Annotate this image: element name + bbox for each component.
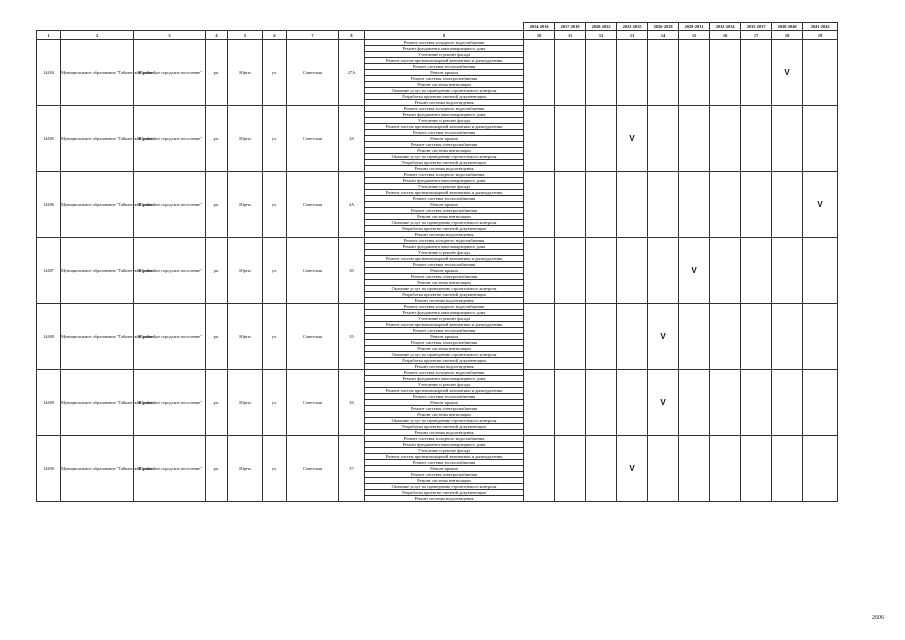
work-item: Ремонт системы водоотведения bbox=[365, 496, 524, 502]
locality-type: рп. bbox=[206, 304, 228, 370]
period-cell bbox=[679, 238, 710, 304]
column-number: 4 bbox=[206, 31, 228, 40]
municipal-formation: Муниципальное образование "Тайшетский район" bbox=[61, 172, 134, 238]
table-row bbox=[37, 370, 838, 376]
work-item: Разработка проектно-сметной документации bbox=[365, 292, 524, 298]
document-sheet bbox=[36, 22, 837, 502]
period-cell bbox=[648, 370, 679, 436]
street-type: ул. bbox=[263, 238, 287, 304]
year-header: 2035-2037 bbox=[741, 23, 772, 31]
settlement: "Юртинское городское поселение" bbox=[134, 172, 206, 238]
period-cell bbox=[617, 304, 648, 370]
locality: Юрты bbox=[228, 40, 263, 106]
column-number-row bbox=[37, 31, 838, 40]
locality: Юрты bbox=[228, 238, 263, 304]
period-cell bbox=[555, 304, 586, 370]
work-item: Ремонт системы вентиляции bbox=[365, 148, 524, 154]
locality: Юрты bbox=[228, 436, 263, 502]
period-cell bbox=[617, 172, 648, 238]
period-cell bbox=[741, 304, 772, 370]
work-item: Разработка проектно-сметной документации bbox=[365, 226, 524, 232]
work-item: Ремонт фундамента многоквартирного дома bbox=[365, 46, 524, 52]
period-cell bbox=[586, 238, 617, 304]
work-item: Ремонт системы водоотведения bbox=[365, 298, 524, 304]
period-cell bbox=[803, 40, 838, 106]
work-item: Ремонт системы электроснабжения bbox=[365, 142, 524, 148]
work-item: Ремонт систем противопожарной автоматики и дымоудаления bbox=[365, 124, 524, 130]
settlement: "Юртинское городское поселение" bbox=[134, 370, 206, 436]
work-item: Ремонт системы вентиляции bbox=[365, 280, 524, 286]
period-cell bbox=[710, 436, 741, 502]
period-cell bbox=[648, 40, 679, 106]
year-header: 2029-2031 bbox=[679, 23, 710, 31]
work-item: Ремонт системы теплоснабжения bbox=[365, 394, 524, 400]
period-cell bbox=[586, 106, 617, 172]
house-number: 30 bbox=[339, 238, 365, 304]
work-item: Ремонт фундамента многоквартирного дома bbox=[365, 442, 524, 448]
settlement: "Юртинское городское поселение" bbox=[134, 436, 206, 502]
street: Советская bbox=[287, 436, 339, 502]
period-cell bbox=[741, 238, 772, 304]
column-number: 1 bbox=[37, 31, 61, 40]
locality-type: рп. bbox=[206, 436, 228, 502]
period-cell bbox=[555, 370, 586, 436]
period-cell bbox=[648, 238, 679, 304]
period-cell bbox=[741, 40, 772, 106]
year-header: 2041-2043 bbox=[803, 23, 838, 31]
scheduled-mark: V bbox=[691, 265, 697, 275]
period-cell bbox=[524, 304, 555, 370]
work-item: Оказание услуг по проведению строительного контроля bbox=[365, 352, 524, 358]
period-cell bbox=[741, 436, 772, 502]
work-item: Ремонт системы вентиляции bbox=[365, 478, 524, 484]
house-number: 37 bbox=[339, 436, 365, 502]
period-cell bbox=[679, 304, 710, 370]
scheduled-mark: V bbox=[784, 67, 790, 77]
municipal-formation: Муниципальное образование "Тайшетский район" bbox=[61, 370, 134, 436]
year-header: 2023-2025 bbox=[617, 23, 648, 31]
repair-schedule-table bbox=[36, 22, 838, 502]
period-cell bbox=[586, 370, 617, 436]
period-cell bbox=[679, 370, 710, 436]
work-item: Ремонт систем противопожарной автоматики и дымоудаления bbox=[365, 190, 524, 196]
locality: Юрты bbox=[228, 304, 263, 370]
column-number: 7 bbox=[287, 31, 339, 40]
record-id: 14487 bbox=[37, 238, 61, 304]
column-number: 6 bbox=[263, 31, 287, 40]
work-item: Ремонт системы водоотведения bbox=[365, 430, 524, 436]
locality-type: рп. bbox=[206, 238, 228, 304]
record-id: 14488 bbox=[37, 304, 61, 370]
work-item: Утепление и ремонт фасада bbox=[365, 448, 524, 454]
period-cell bbox=[524, 238, 555, 304]
work-item: Ремонт системы теплоснабжения bbox=[365, 64, 524, 70]
work-item: Ремонт системы вентиляции bbox=[365, 412, 524, 418]
work-item: Ремонт системы теплоснабжения bbox=[365, 130, 524, 136]
street-type: ул. bbox=[263, 304, 287, 370]
period-cell bbox=[586, 40, 617, 106]
work-item: Ремонт фундамента многоквартирного дома bbox=[365, 310, 524, 316]
year-header: 2038-2040 bbox=[772, 23, 803, 31]
period-cell bbox=[648, 304, 679, 370]
work-item: Ремонт систем противопожарной автоматики и дымоудаления bbox=[365, 256, 524, 262]
work-item: Разработка проектно-сметной документации bbox=[365, 424, 524, 430]
locality-type: рп. bbox=[206, 40, 228, 106]
year-header: 2020-2022 bbox=[586, 23, 617, 31]
work-item: Утепление и ремонт фасада bbox=[365, 382, 524, 388]
period-cell bbox=[586, 172, 617, 238]
period-cell bbox=[772, 106, 803, 172]
work-item: Ремонт системы водоотведения bbox=[365, 232, 524, 238]
period-cell bbox=[555, 436, 586, 502]
work-item: Ремонт системы холодного водоснабжения bbox=[365, 172, 524, 178]
house-number: 28 bbox=[339, 106, 365, 172]
period-cell bbox=[617, 436, 648, 502]
period-cell bbox=[648, 106, 679, 172]
period-cell bbox=[741, 172, 772, 238]
period-cell bbox=[772, 304, 803, 370]
period-cell bbox=[648, 172, 679, 238]
period-cell bbox=[803, 238, 838, 304]
work-item: Утепление и ремонт фасада bbox=[365, 316, 524, 322]
work-item: Оказание услуг по проведению строительного контроля bbox=[365, 484, 524, 490]
work-item: Ремонт системы холодного водоснабжения bbox=[365, 370, 524, 376]
period-cell bbox=[524, 106, 555, 172]
scheduled-mark: V bbox=[629, 133, 635, 143]
page-number: 2606 bbox=[872, 615, 884, 621]
street: Советская bbox=[287, 40, 339, 106]
period-cell bbox=[772, 436, 803, 502]
work-item: Разработка проектно-сметной документации bbox=[365, 490, 524, 496]
work-item: Ремонт системы вентиляции bbox=[365, 214, 524, 220]
work-item: Ремонт системы вентиляции bbox=[365, 346, 524, 352]
work-item: Ремонт системы теплоснабжения bbox=[365, 196, 524, 202]
work-item: Утепление и ремонт фасада bbox=[365, 52, 524, 58]
period-cell bbox=[524, 40, 555, 106]
settlement: "Юртинское городское поселение" bbox=[134, 40, 206, 106]
header-spacer bbox=[37, 23, 524, 31]
scheduled-mark: V bbox=[817, 199, 823, 209]
column-number: 17 bbox=[741, 31, 772, 40]
work-item: Ремонт крыши bbox=[365, 334, 524, 340]
year-header-row bbox=[37, 23, 838, 31]
record-id: 14484 bbox=[37, 40, 61, 106]
work-item: Ремонт крыши bbox=[365, 202, 524, 208]
work-item: Ремонт фундамента многоквартирного дома bbox=[365, 376, 524, 382]
period-cell bbox=[555, 106, 586, 172]
work-item: Оказание услуг по проведению строительного контроля bbox=[365, 220, 524, 226]
street-type: ул. bbox=[263, 172, 287, 238]
street: Советская bbox=[287, 172, 339, 238]
settlement: "Юртинское городское поселение" bbox=[134, 238, 206, 304]
period-cell bbox=[555, 172, 586, 238]
work-item: Ремонт крыши bbox=[365, 400, 524, 406]
period-cell bbox=[586, 436, 617, 502]
column-number: 14 bbox=[648, 31, 679, 40]
house-number: 35 bbox=[339, 304, 365, 370]
period-cell bbox=[710, 370, 741, 436]
period-cell bbox=[679, 40, 710, 106]
locality: Юрты bbox=[228, 172, 263, 238]
work-item: Разработка проектно-сметной документации bbox=[365, 94, 524, 100]
period-cell bbox=[772, 370, 803, 436]
work-item: Ремонт системы вентиляции bbox=[365, 82, 524, 88]
work-item: Ремонт системы водоотведения bbox=[365, 100, 524, 106]
period-cell bbox=[617, 106, 648, 172]
locality: Юрты bbox=[228, 370, 263, 436]
period-cell bbox=[679, 106, 710, 172]
record-id: 14486 bbox=[37, 172, 61, 238]
column-number: 18 bbox=[772, 31, 803, 40]
work-item: Ремонт системы электроснабжения bbox=[365, 472, 524, 478]
work-item: Ремонт системы электроснабжения bbox=[365, 208, 524, 214]
work-item: Ремонт системы холодного водоснабжения bbox=[365, 40, 524, 46]
work-item: Оказание услуг по проведению строительного контроля bbox=[365, 286, 524, 292]
period-cell bbox=[524, 172, 555, 238]
period-cell bbox=[803, 304, 838, 370]
period-cell bbox=[710, 304, 741, 370]
year-header: 2017-2019 bbox=[555, 23, 586, 31]
period-cell bbox=[679, 436, 710, 502]
year-header: 2032-2034 bbox=[710, 23, 741, 31]
period-cell bbox=[648, 436, 679, 502]
period-cell bbox=[710, 172, 741, 238]
work-item: Ремонт крыши bbox=[365, 136, 524, 142]
work-item: Ремонт крыши bbox=[365, 466, 524, 472]
work-item: Ремонт систем противопожарной автоматики и дымоудаления bbox=[365, 322, 524, 328]
work-item: Ремонт системы электроснабжения bbox=[365, 406, 524, 412]
table-row bbox=[37, 40, 838, 46]
municipal-formation: Муниципальное образование "Тайшетский район" bbox=[61, 436, 134, 502]
work-item: Оказание услуг по проведению строительного контроля bbox=[365, 154, 524, 160]
column-number: 10 bbox=[524, 31, 555, 40]
period-cell bbox=[555, 238, 586, 304]
work-item: Ремонт системы водоотведения bbox=[365, 364, 524, 370]
period-cell bbox=[524, 436, 555, 502]
work-item: Ремонт системы теплоснабжения bbox=[365, 460, 524, 466]
period-cell bbox=[710, 40, 741, 106]
work-item: Утепление и ремонт фасада bbox=[365, 184, 524, 190]
work-item: Ремонт фундамента многоквартирного дома bbox=[365, 112, 524, 118]
street-type: ул. bbox=[263, 40, 287, 106]
period-cell bbox=[803, 370, 838, 436]
period-cell bbox=[772, 238, 803, 304]
street: Советская bbox=[287, 304, 339, 370]
table-row bbox=[37, 238, 838, 244]
period-cell bbox=[803, 172, 838, 238]
column-number: 16 bbox=[710, 31, 741, 40]
work-item: Ремонт системы теплоснабжения bbox=[365, 328, 524, 334]
column-number: 15 bbox=[679, 31, 710, 40]
period-cell bbox=[741, 370, 772, 436]
column-number: 13 bbox=[617, 31, 648, 40]
table-row bbox=[37, 106, 838, 112]
period-cell bbox=[679, 172, 710, 238]
work-item: Ремонт системы электроснабжения bbox=[365, 274, 524, 280]
municipal-formation: Муниципальное образование "Тайшетский район" bbox=[61, 106, 134, 172]
work-item: Оказание услуг по проведению строительного контроля bbox=[365, 88, 524, 94]
year-header: 2014-2016 bbox=[524, 23, 555, 31]
period-cell bbox=[555, 40, 586, 106]
column-number: 11 bbox=[555, 31, 586, 40]
municipal-formation: Муниципальное образование "Тайшетский район" bbox=[61, 238, 134, 304]
street-type: ул. bbox=[263, 436, 287, 502]
period-cell bbox=[586, 304, 617, 370]
house-number: 36 bbox=[339, 370, 365, 436]
street: Советская bbox=[287, 238, 339, 304]
column-number: 12 bbox=[586, 31, 617, 40]
work-item: Ремонт системы электроснабжения bbox=[365, 340, 524, 346]
work-item: Оказание услуг по проведению строительного контроля bbox=[365, 418, 524, 424]
period-cell bbox=[772, 172, 803, 238]
period-cell bbox=[803, 106, 838, 172]
municipal-formation: Муниципальное образование "Тайшетский район" bbox=[61, 40, 134, 106]
period-cell bbox=[524, 370, 555, 436]
scheduled-mark: V bbox=[660, 397, 666, 407]
work-item: Ремонт фундамента многоквартирного дома bbox=[365, 244, 524, 250]
period-cell bbox=[772, 40, 803, 106]
locality-type: рп. bbox=[206, 106, 228, 172]
year-header: 2026-2028 bbox=[648, 23, 679, 31]
record-id: 14489 bbox=[37, 370, 61, 436]
settlement: "Юртинское городское поселение" bbox=[134, 106, 206, 172]
column-number: 2 bbox=[61, 31, 134, 40]
work-item: Ремонт системы холодного водоснабжения bbox=[365, 436, 524, 442]
work-item: Ремонт системы холодного водоснабжения bbox=[365, 304, 524, 310]
period-cell bbox=[710, 238, 741, 304]
street-type: ул. bbox=[263, 370, 287, 436]
period-cell bbox=[617, 370, 648, 436]
street-type: ул. bbox=[263, 106, 287, 172]
period-cell bbox=[710, 106, 741, 172]
column-number: 9 bbox=[365, 31, 524, 40]
municipal-formation: Муниципальное образование "Тайшетский район" bbox=[61, 304, 134, 370]
house-number: 27А bbox=[339, 40, 365, 106]
period-cell bbox=[741, 106, 772, 172]
work-item: Утепление и ремонт фасада bbox=[365, 250, 524, 256]
column-number: 5 bbox=[228, 31, 263, 40]
column-number: 19 bbox=[803, 31, 838, 40]
settlement: "Юртинское городское поселение" bbox=[134, 304, 206, 370]
work-item: Ремонт фундамента многоквартирного дома bbox=[365, 178, 524, 184]
record-id: 14490 bbox=[37, 436, 61, 502]
locality-type: рп. bbox=[206, 172, 228, 238]
work-item: Утепление и ремонт фасада bbox=[365, 118, 524, 124]
period-cell bbox=[803, 436, 838, 502]
street: Советская bbox=[287, 370, 339, 436]
scheduled-mark: V bbox=[660, 331, 666, 341]
work-item: Ремонт системы теплоснабжения bbox=[365, 262, 524, 268]
column-number: 8 bbox=[339, 31, 365, 40]
work-item: Ремонт систем противопожарной автоматики и дымоудаления bbox=[365, 454, 524, 460]
table-row bbox=[37, 304, 838, 310]
street: Советская bbox=[287, 106, 339, 172]
work-item: Ремонт системы электроснабжения bbox=[365, 76, 524, 82]
work-item: Ремонт системы холодного водоснабжения bbox=[365, 106, 524, 112]
work-item: Ремонт системы водоотведения bbox=[365, 166, 524, 172]
house-number: 2А bbox=[339, 172, 365, 238]
scheduled-mark: V bbox=[629, 463, 635, 473]
work-item: Разработка проектно-сметной документации bbox=[365, 358, 524, 364]
work-item: Ремонт системы холодного водоснабжения bbox=[365, 238, 524, 244]
work-item: Ремонт крыши bbox=[365, 268, 524, 274]
locality-type: рп. bbox=[206, 370, 228, 436]
period-cell bbox=[617, 40, 648, 106]
period-cell bbox=[617, 238, 648, 304]
record-id: 14485 bbox=[37, 106, 61, 172]
work-item: Ремонт систем противопожарной автоматики и дымоудаления bbox=[365, 58, 524, 64]
column-number: 3 bbox=[134, 31, 206, 40]
work-item: Ремонт систем противопожарной автоматики и дымоудаления bbox=[365, 388, 524, 394]
work-item: Ремонт крыши bbox=[365, 70, 524, 76]
table-row bbox=[37, 436, 838, 442]
work-item: Разработка проектно-сметной документации bbox=[365, 160, 524, 166]
locality: Юрты bbox=[228, 106, 263, 172]
table-row bbox=[37, 172, 838, 178]
